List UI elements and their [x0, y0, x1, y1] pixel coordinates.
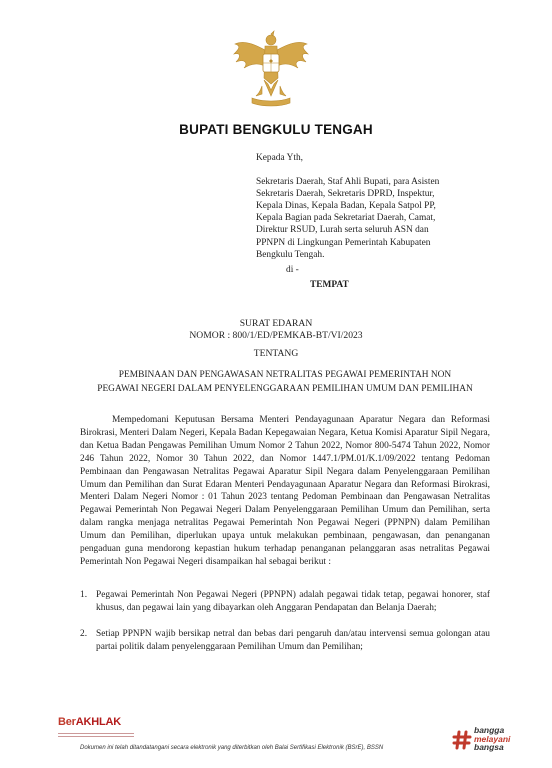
document-header-title: BUPATI BENGKULU TENGAH	[179, 122, 373, 137]
recipient-line: Bengkulu Tengah.	[256, 249, 325, 260]
recipient-tempat: TEMPAT	[310, 280, 349, 290]
hashtag-logo-icon	[452, 730, 472, 750]
letter-type: SURAT EDARAN	[239, 318, 313, 329]
recipient-list	[256, 176, 506, 261]
letter-subject-line: PEGAWAI NEGERI DALAM PENYELENGGARAAN PEMILIHAN UMUM DAN PEMILIHAN	[97, 384, 473, 394]
recipient-line: Sekretaris Daerah, Staf Ahli Bupati, para Asisten	[256, 177, 440, 188]
letter-subject	[80, 368, 490, 396]
recipient-line: Sekretaris Daerah, Sekretaris DPRD, Inspektur,	[256, 189, 435, 200]
berakhlak-tagline-lines	[58, 733, 134, 737]
recipient-block	[256, 152, 506, 261]
berakhlak-wordmark: BerAKHLAK	[58, 716, 121, 728]
letter-heading	[0, 318, 552, 342]
letter-body-paragraph: Mempedomani Keputusan Bersama Menteri Pendayagunaan Aparatur Negara dan Reformasi Birokrasi, Menteri Dalam Negeri, Kepala Badan Kepegawaian Negara, Ketua Komisi Aparatur Sipil Negara, dan Ketua Badan Pengawas Pemilihan Umum Nomor 2 Tahun 2022, Nomor 800-5474 Tahun 2022, Nomor 246 Tahun 2022, Nomor 30 Tahun 2022, dan Nomor 1447.1/PM.01/K.1/09/2022 tentang Pedoman Pembinaan dan Pengawasan Netralitas Pegawai Aparatur Sipil Negara dalam Penyelenggaraan Pemilihan Umum dan Pemilihan dan Surat Edaran Menteri Pendayagunaan Aparatur Negara dan Reformasi Birokrasi, Menteri Dalam Negeri Nomor : 01 Tahun 2023 tentang Pedoman Pembinaan dan Pengawasan Netralitas Pegawai Pemerintah Non Pegawai Negeri Dalam Penyelenggaraan Pemilihan Umum dan Pemilihan, serta dalam rangka menjaga netralitas Pegawai Pemerintah Non Pegawai Negeri (PPNPN) dalam Pemilihan Umum dan Pemilihan, diperlukan upaya untuk melakukan pembinaan, pengawasan, dan penanganan pengaduan guna mendorong kepastian hukum terhadap penanganan pelanggaran asas netralitas Pegawai Pemerintah Non Pegawai Negeri disampaikan hal sebagai berikut :	[80, 415, 490, 567]
recipient-line: Direktur RSUD, Lurah serta seluruh ASN dan	[256, 225, 429, 236]
recipient-di: di -	[286, 265, 299, 275]
recipient-line: PPNPN di Lingkungan Pemerintah Kabupaten	[256, 237, 431, 248]
letter-points-list	[80, 589, 490, 667]
letter-point	[80, 589, 490, 615]
letter-point-text: Setiap PPNPN wajib bersikap netral dan bebas dari pengaruh dan/atau intervensi semua golongan atau partai politik dalam penyelenggaraan Pemilihan Umum dan Pemilihan;	[96, 628, 490, 652]
letter-point-text: Pegawai Pemerintah Non Pegawai Negeri (PPNPN) adalah pegawai tidak tetap, pegawai honorer, staf khusus, dan pegawai lain yang dibayarkan oleh Anggaran Pendapatan dan Belanja Daerah;	[96, 590, 490, 613]
letter-about: TENTANG	[253, 348, 299, 359]
bangga-melayani-logo	[452, 726, 532, 758]
letter-point-number: 1.	[80, 590, 88, 600]
berakhlak-logo	[58, 712, 148, 742]
recipient-line: Kepala Dinas, Kepala Badan, Kepala Satpol PP,	[256, 201, 436, 212]
esignature-footer-note: Dokumen ini telah ditandatangani secara elektronik yang diterbitkan oleh Balai Sertifikasi Elektronik (BSrE), BSSN	[80, 745, 384, 751]
garuda-emblem-icon	[232, 30, 310, 110]
recipient-line: Kepala Bagian pada Sekretariat Daerah, Camat,	[256, 213, 436, 224]
bangga-melayani-text: bangga melayani bangsa	[474, 725, 511, 752]
recipient-greeting: Kepada Yth,	[256, 153, 304, 163]
letter-point	[80, 628, 490, 654]
letter-point-number: 2.	[80, 628, 88, 639]
letter-subject-line: PEMBINAAN DAN PENGAWASAN NETRALITAS PEGAWAI PEMERINTAH NON	[118, 370, 452, 380]
letter-number: NOMOR : 800/1/ED/PEMKAB-BT/VI/2023	[189, 330, 363, 341]
